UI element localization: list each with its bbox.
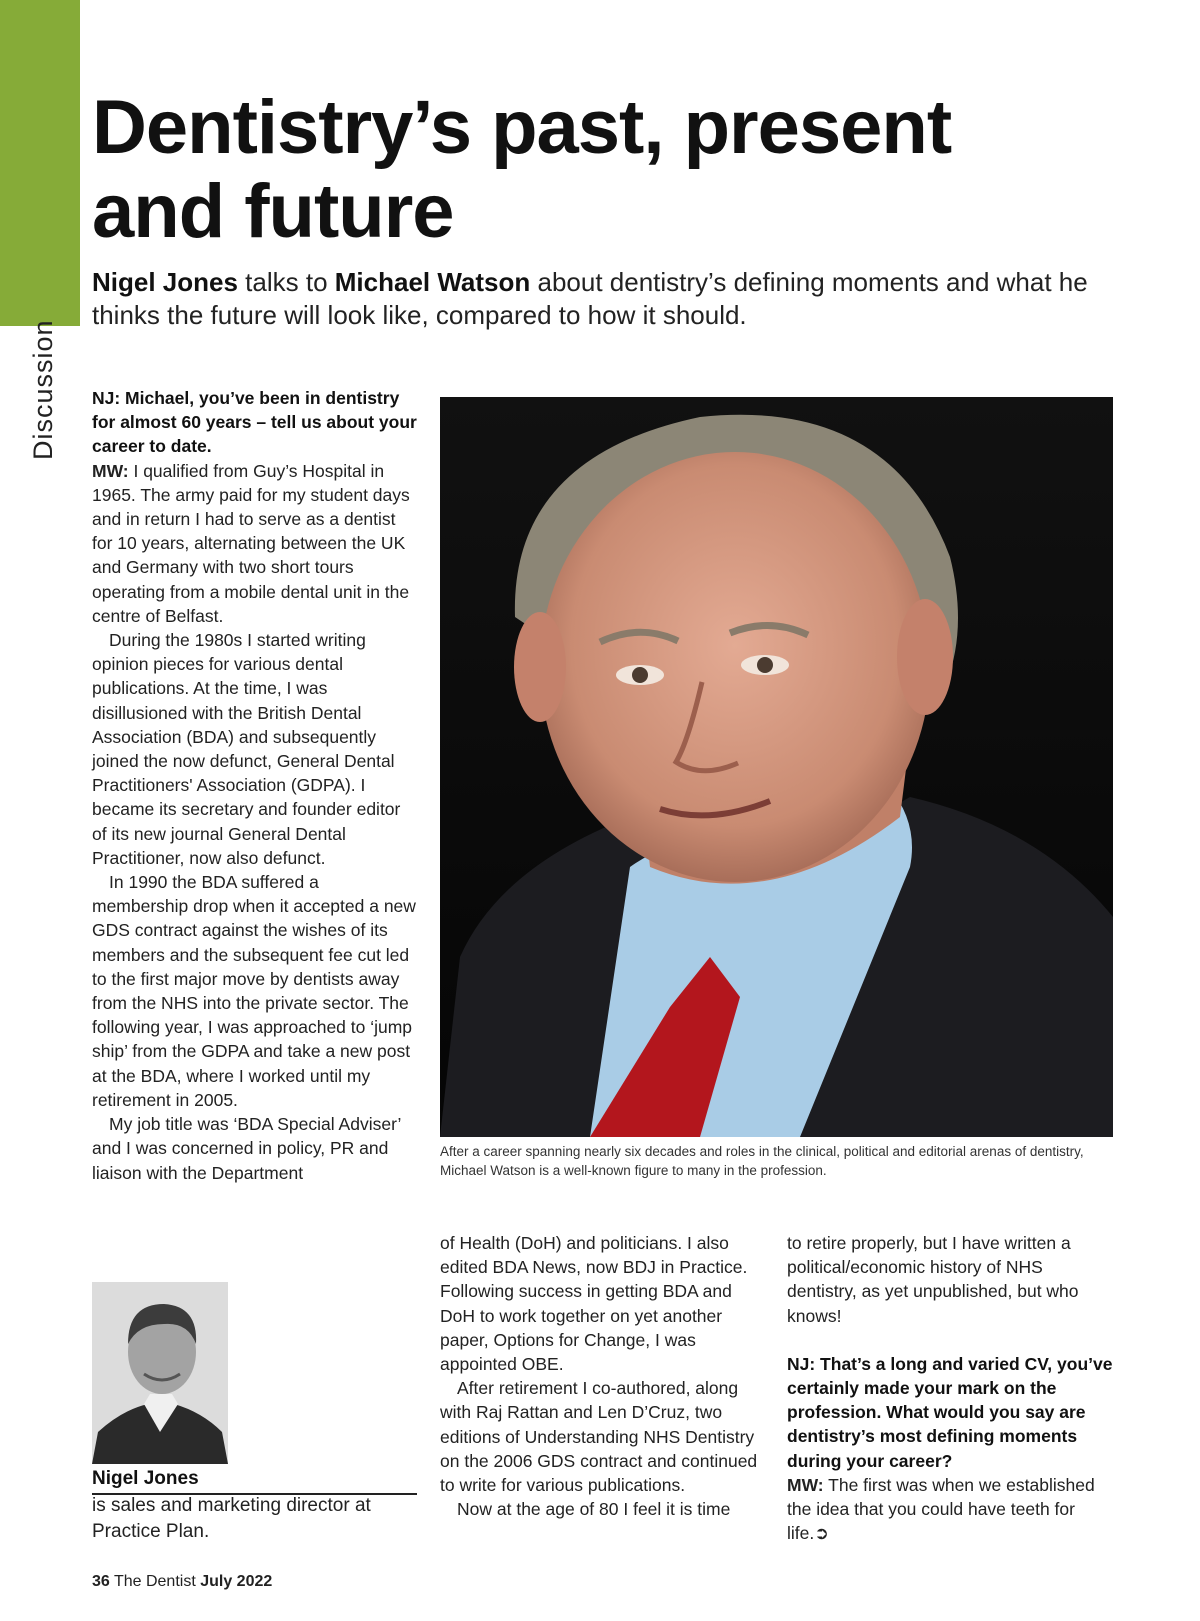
standfirst-text-1: talks to bbox=[237, 267, 335, 297]
paragraph: After retirement I co-authored, along with Raj Rattan and Len D’Cruz, two editions of Understanding NHS Dentistry on the 2006 GDS contract and continued to write for various publications. bbox=[440, 1378, 758, 1496]
interviewer-name: Nigel Jones bbox=[92, 267, 238, 297]
paragraph: In 1990 the BDA suffered a membership drop when it accepted a new GDS contract against the wishes of its members and the subsequent fee cut led to the first major move by dentists away from the NHS into the private sector. The following year, I was approached to ‘jump ship’ from the GDPA and take a new post at the BDA, where I worked until my retirement in 2005. bbox=[92, 872, 416, 1110]
continue-arrow-icon: ➲ bbox=[814, 1523, 829, 1544]
paragraph: of Health (DoH) and politicians. I also edited BDA News, now BDJ in Practice. Following success in getting BDA and DoH to work together on yet another paper, Options for Change, I was appointed OBE. bbox=[440, 1233, 748, 1375]
paragraph: to retire properly, but I have written a political/economic history of NHS dentistry, as yet unpublished, but who knows! bbox=[787, 1233, 1079, 1326]
michael-watson-photo bbox=[440, 397, 1113, 1137]
publication-name: The Dentist bbox=[113, 1573, 196, 1590]
question-2: NJ: That’s a long and varied CV, you’ve certainly made your mark on the profession. What would you say are dentistry’s most defining moments during your career? bbox=[787, 1353, 1113, 1471]
author-name: Nigel Jones bbox=[92, 1467, 417, 1495]
article-title: Dentistry’s past, present and future bbox=[92, 85, 952, 254]
answer-label: MW: bbox=[92, 460, 129, 481]
page-footer bbox=[92, 1573, 272, 1591]
author-photo bbox=[92, 1282, 228, 1464]
interviewee-name: Michael Watson bbox=[334, 267, 531, 297]
paragraph: During the 1980s I started writing opinion pieces for various dental publications. At the time, I was disillusioned with the British Dental Association (BDA) and subsequently joined the now defunct, General Dental Practitioners' Association (GDPA). I became its secretary and founder editor of its new journal General Dental Practitioner, now also defunct. bbox=[92, 630, 401, 868]
answer-2 bbox=[787, 1473, 1117, 1546]
answer-label: MW: bbox=[787, 1474, 824, 1495]
section-accent-bar bbox=[0, 0, 80, 326]
face-shape bbox=[540, 452, 930, 882]
article-column-2 bbox=[440, 1231, 770, 1521]
answer-1-text: I qualified from Guy’s Hospital in 1965. The army paid for my student days and in return I had to serve as a dentist for 10 years, alternating between the UK and Germany with two short tours operating from a mobile dental unit in the centre of Belfast. bbox=[92, 460, 410, 626]
standfirst-text-2: about dentistry’s defining moments and what he thinks the future will look like, compared to how it should. bbox=[92, 267, 1088, 330]
portrait-illustration bbox=[440, 397, 1113, 1137]
paragraph: My job title was ‘BDA Special Adviser’ and I was concerned in policy, PR and liaison with the Department bbox=[92, 1114, 401, 1183]
answer-1 bbox=[92, 459, 417, 628]
answer-2-text: The first was when we established the idea that you could have teeth for life. bbox=[787, 1474, 1095, 1544]
author-portrait-illustration bbox=[92, 1282, 228, 1464]
article-column-3 bbox=[787, 1231, 1117, 1545]
question-1: NJ: Michael, you’ve been in dentistry for almost 60 years – tell us about your career to date. bbox=[92, 388, 417, 457]
standfirst bbox=[92, 266, 1142, 332]
page-number: 36 bbox=[92, 1573, 110, 1590]
author-bio: is sales and marketing director at Practice Plan. bbox=[92, 1495, 371, 1542]
paragraph-gap bbox=[787, 1328, 1117, 1352]
paragraph: Now at the age of 80 I feel it is time bbox=[457, 1499, 731, 1520]
article-column-1 bbox=[92, 386, 417, 1185]
photo-caption: After a career spanning nearly six decades and roles in the clinical, political and editorial arenas of dentistry, Michael Watson is a well-known figure to many in the profession. bbox=[440, 1144, 1084, 1178]
issue-date: July 2022 bbox=[200, 1573, 273, 1590]
section-label: Discussion bbox=[28, 319, 58, 460]
